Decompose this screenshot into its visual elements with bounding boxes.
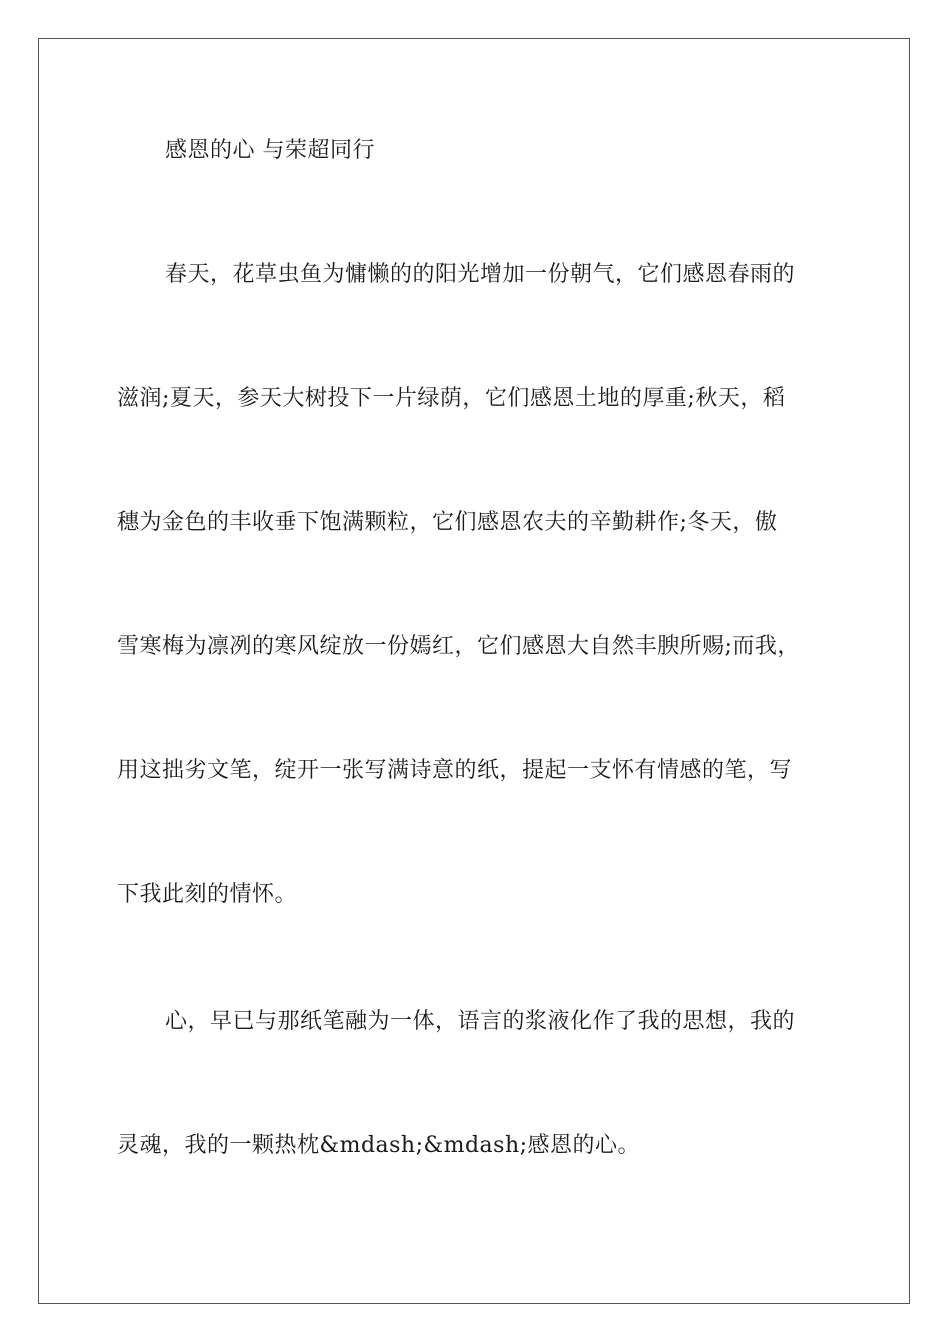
paragraph-1-line-4: 雪寒梅为凛冽的寒风绽放一份嫣红，它们感恩大自然丰腴所赐;而我，	[117, 634, 800, 659]
paragraph-1-line-1: 春天，花草虫鱼为慵懒的的阳光增加一份朝气，它们感恩春雨的	[165, 262, 796, 287]
paragraph-2-line-1: 心，早已与那纸笔融为一体，语言的浆液化作了我的思想，我的	[165, 1009, 796, 1034]
paragraph-1-line-2: 滋润;夏天，参天大树投下一片绿荫，它们感恩土地的厚重;秋天，稻	[117, 386, 786, 411]
paragraph-1-line-5: 用这拙劣文笔，绽开一张写满诗意的纸，提起一支怀有情感的笔，写	[117, 758, 793, 783]
paragraph-2-line-2: 灵魂，我的一颗热枕&mdash;&mdash;感恩的心。	[117, 1133, 641, 1158]
paragraph-1-line-6: 下我此刻的情怀。	[117, 882, 298, 907]
paragraph-1-line-3: 穗为金色的丰收垂下饱满颗粒，它们感恩农夫的辛勤耕作;冬天，傲	[117, 510, 778, 535]
document-title: 感恩的心 与荣超同行	[165, 138, 375, 163]
page-border	[38, 38, 910, 1304]
